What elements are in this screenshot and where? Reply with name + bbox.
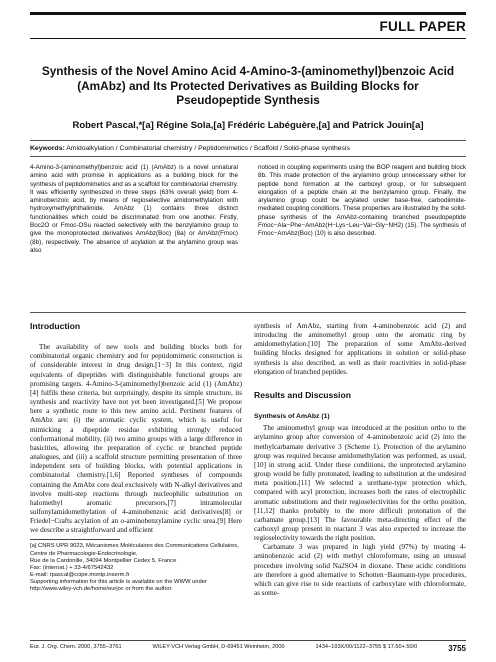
abstract-right: noticed in coupling experiments using the BOP reagent and building block 8b. This made protection of the arylamino group unnecessary either for peptide bond formation at the carboxyl group, or for subsequent elongation of a peptide chain at the benzylamino group. Finally, the arylamino group could be acylated under base-free, carbodiimide-mediated coupling conditions. These properties are illustrated by the solid-phase synthesis of the AmAbz-containing branched pseudopeptide Fmoc−Ala−Phe−AmAbz(H−Lys−Leu−Val−Gly−NH2) (15). The synthesis of Fmoc−AmAbz(Boc) (10) is also described. xyxy=(258,164,466,238)
header-rule xyxy=(30,12,466,15)
divider xyxy=(30,156,466,157)
paragraph: The availability of new tools and building blocks both for combinatorial organic chemistry and for peptidomimetic construction is of considerable interest in drug design.[1−3] In this context, rigid equivalents of dipeptides with distinguishable functional groups are promising targets. 4-Amino-3-(aminomethyl)benzoic acid (1) (AmAbz)[4] fulfils these criteria, but surprisingly, despite its simple structure, its synthesis and reactivity have not yet been investigated.[5] We propose here a synthetic route to this new amino acid. Pertinent features of AmAbz are: (i) the aromatic cyclic system, which is useful for mimicking a dipeptide residue exhibiting strongly reduced conformational mobility, (ii) two amino groups with a large difference in basicities, allowing the preparation of cyclic or branched peptide analogues, and (iii) a scaffold structure permitting presentation of three independent sets of building blocks, with potential applications in combinatorial chemistry.[1,6] Reported syntheses of compounds containing the AmAbz core deal exclusively with N-alkyl derivatives and involve multi-step reactions through nucleophilic substitution on halomethyl aromatic precursors,[7] intramolecular sulfonylamidomethylation of 4-aminobenzoic acid derivatives[8] or Friedel−Crafts acylation of an o-aminobenzylamine cyclic urea.[9] Here we describe a straightforward and efficient xyxy=(30,343,242,535)
paper-title: Synthesis of the Novel Amino Acid 4-Amino-3-(aminomethyl)benzoic Acid (AmAbz) and Its Protected Derivatives as Building Blocks for Pseudopeptide Synthesis xyxy=(41,64,455,107)
page-number: 3755 xyxy=(448,644,466,653)
footnote-rule xyxy=(30,539,120,540)
divider xyxy=(30,312,466,313)
keywords-label: Keywords: xyxy=(30,145,65,152)
subsection-heading: Synthesis of AmAbz (1) xyxy=(254,413,330,421)
paragraph: The aminomethyl group was introduced at the position ortho to the arylamino group after conversion of 4-aminobenzoic acid (2) into the methylcarbamate derivative 3 (Scheme 1). Protection of the arylamino group was required because amidomethylation was performed, as usual,[10] in strong acid. Under these conditions, the unprotected arylamino group would be fully protonated, leading to substitution at the undesired meta position.[11] We selected a urethane-type protection which, compared with acyl protection, increases both the rates of electrophilic aromatic substitutions and their regioselectivities for the ortho position,[11,12] thanks probably to the more difficult protonation of the carbamate group.[13] The favourable meta-directing effect of the carboxyl group present in reactant 3 was also expected to increase the regioselectivity towards the right position. xyxy=(254,424,466,543)
divider xyxy=(30,140,466,141)
right-column xyxy=(254,322,466,598)
paragraph: Carbamate 3 was prepared in high yield (97%) by treating 4-aminobenzoic acid (2) with methyl chloroformate, using an unusual procedure involving solid Na2SO4 in dioxane. These acidic conditions are therefore a good alternative to Schotten−Baumann-type procedures, which can give rise to side reactions of carboxylate with chloroformate, as some- xyxy=(254,543,466,598)
journal-citation: Eur. J. Org. Chem. 2000, 3755−3761 xyxy=(30,644,122,650)
section-heading: Introduction xyxy=(30,321,81,331)
affiliation: [a] CNRS UPR 9023, Mécanismes Moléculaires des Communications Cellulaires, Centre de Pharmacologie-Endocrinologie, Rue de la Cardonille, 34094 Montpellier Cedex 5, France Fax: (internat.) + 33-4/67542432 E-mail: rpascal@ccipe.montp.inserm.fr Supporting information for this article is available on the WWW under http://www.wiley-vch.de/home/eurjoc or from the author. xyxy=(30,543,242,593)
issn: 1434−193X/00/1122−3755 $ 17.50+.50/0 xyxy=(315,644,418,650)
left-column xyxy=(30,322,242,593)
keywords-text: Amidoalkylation / Combinatorial chemistry / Peptidomimetics / Scaffold / Solid-phase synthesis xyxy=(66,145,350,152)
keywords xyxy=(30,145,466,152)
paragraph: synthesis of AmAbz, starting from 4-aminobenzoic acid (2) and introducing the aminomethyl group onto the aromatic ring by amidomethylation.[10] The preparation of some AmAbz-derived building blocks designed for applications in solution or solid-phase synthesis is also described, as well as their reactivities in solid-phase elongation of branched peptides. xyxy=(254,322,466,376)
section-label: FULL PAPER xyxy=(379,19,466,34)
abstract-left: 4-Amino-3-(aminomethyl)benzoic acid (1) (AmAbz) is a novel unnatural amino acid with promise in applications as a building block for the synthesis of peptidomimetics and as a scaffold for combinatorial chemistry. It was efficiently synthesized in three steps (63% overall yield) from 4-aminobenzoic acid, by means of regioselective amidomethylation with hydroxymethylphthalimide. AmAbz (1) contains three distinct functionalities which could be discriminated from one another. Firstly, Boc2O or Fmoc-OSu reacted selectively with the benzylamino group to give the monoprotected derivatives AmAbz(Boc) (8a) or AmAbz(Fmoc) (8b), respectively. The absence of acylation at the arylamino group was also xyxy=(30,164,239,254)
section-heading: Results and Discussion xyxy=(254,389,351,400)
publisher: WILEY-VCH Verlag GmbH, D-69451 Weinheim, 2000 xyxy=(152,644,285,650)
supporting-info: Supporting information for this article is available on the WWW under http://www.wiley-vch.de/home/eurjoc or from the author. xyxy=(30,578,207,592)
header-underline xyxy=(30,38,466,39)
page-footer xyxy=(30,640,466,653)
author-list: Robert Pascal,*[a] Régine Sola,[a] Frédéric Labéguère,[a] and Patrick Jouin[a] xyxy=(72,120,424,131)
